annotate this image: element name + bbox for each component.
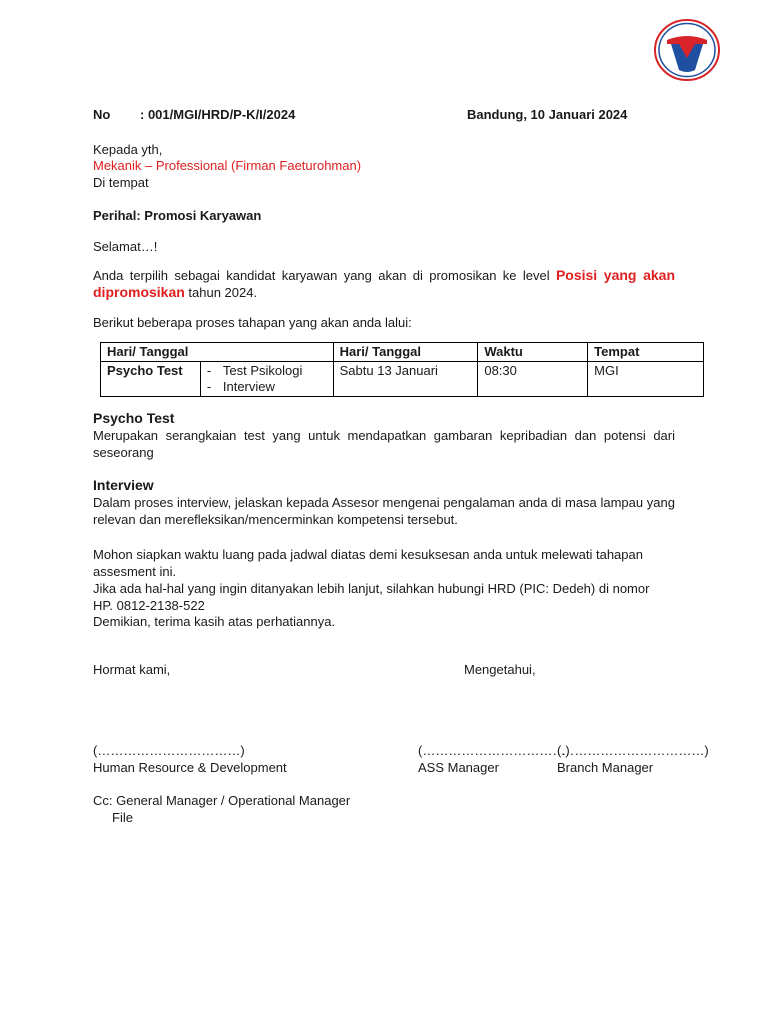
recipient-location: Di tempat (93, 175, 149, 190)
header-date-2: Hari/ Tanggal (333, 343, 478, 362)
signature-line-branch: (……………………………) (557, 743, 709, 758)
intro-text-start: Anda terpilih sebagai kandidat karyawan yang akan di promosikan ke level (93, 268, 556, 283)
closing-line-3: Jika ada hal-hal yang ingin ditanyakan lebih lanjut, silahkan hubungi HRD (PIC: Dedeh) di nomor (93, 581, 650, 596)
greeting: Selamat…! (93, 239, 158, 254)
schedule-activities (200, 362, 333, 397)
subject-line: Perihal: Promosi Karyawan (93, 208, 262, 223)
intro-paragraph (93, 267, 675, 301)
header-place: Tempat (588, 343, 704, 362)
closing-thanks: Demikian, terima kasih atas perhatiannya. (93, 614, 336, 629)
letter-number: : 001/MGI/HRD/P-K/I/2024 (140, 107, 296, 122)
letter-number-label: No (93, 107, 111, 122)
signatory-hr: Human Resource & Development (93, 760, 287, 775)
schedule-stage: Psycho Test (101, 362, 201, 397)
schedule-place: MGI (588, 362, 704, 397)
cc-line: Cc: General Manager / Operational Manager (93, 793, 351, 808)
schedule-header-row (101, 343, 704, 362)
signatory-branch-manager: Branch Manager (557, 760, 654, 775)
recipient-name: Mekanik – Professional (Firman Faeturohman) (93, 158, 362, 173)
psycho-test-description: Merupakan serangkaian test yang untuk mendapatkan gambaran kepribadian dan potensi dari seseorang (93, 428, 675, 460)
closing-line-2: assesment ini. (93, 564, 177, 579)
addressee-salutation: Kepada yth, (93, 142, 163, 157)
company-logo (653, 18, 721, 82)
activity-item: - Test Psikologi (207, 363, 327, 379)
header-date-1: Hari/ Tanggal (101, 343, 334, 362)
interview-description: Dalam proses interview, jelaskan kepada Assesor mengenai pengalaman anda di masa lampau yang relevan dan merefleksikan/mencerminkan kompetensi tersebut. (93, 495, 675, 527)
signature-line-hr: (……………………………) (93, 743, 245, 758)
schedule-time: 08:30 (478, 362, 588, 397)
place-date: Bandung, 10 Januari 2024 (467, 107, 628, 122)
signature-line-ass: (……………………………) (418, 743, 570, 758)
signatory-ass-manager: ASS Manager (418, 760, 499, 775)
schedule-date: Sabtu 13 Januari (333, 362, 478, 397)
regards-text: Hormat kami, (93, 662, 171, 677)
closing-line-1: Mohon siapkan waktu luang pada jadwal diatas demi kesuksesan anda untuk melewati tahapan (93, 547, 643, 562)
psycho-test-heading: Psycho Test (93, 410, 175, 426)
schedule-row (101, 362, 704, 397)
intro-text-end: tahun 2024. (184, 285, 258, 300)
header-time: Waktu (478, 343, 588, 362)
interview-heading: Interview (93, 477, 154, 493)
acknowledged-text: Mengetahui, (464, 662, 536, 677)
activity-item: - Interview (207, 379, 327, 395)
contact-phone: HP. 0812-2138-522 (93, 598, 205, 613)
cc-file: File (112, 810, 133, 825)
intro-highlight: Posisi yang akan dipromosikan (93, 267, 676, 300)
schedule-table (100, 342, 704, 397)
steps-intro: Berikut beberapa proses tahapan yang akan anda lalui: (93, 315, 412, 330)
